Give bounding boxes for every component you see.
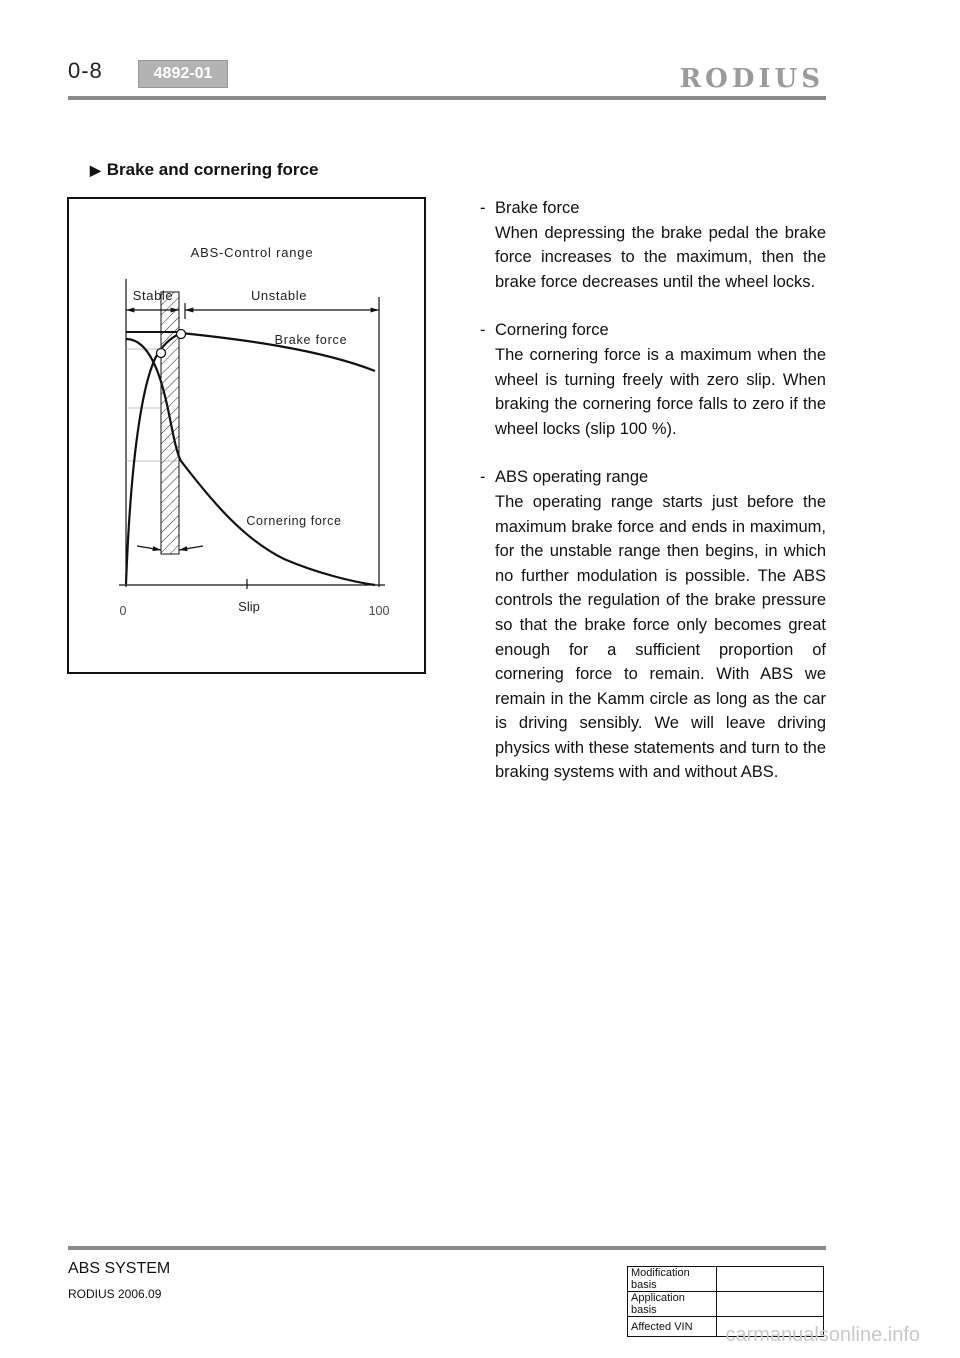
diagram-title: ABS-Control range <box>190 245 314 260</box>
brand-logo: RODIUS <box>679 64 824 94</box>
section-title-text: Brake and cornering force <box>106 160 319 179</box>
footer-rule <box>68 1246 826 1250</box>
play-triangle-icon: ▶ <box>90 162 101 178</box>
band-right-arrow <box>179 546 203 550</box>
item-heading: Brake force <box>495 199 580 217</box>
unstable-label: Unstable <box>250 288 308 303</box>
brake-force-label: Brake force <box>274 333 348 347</box>
item-body: The cornering force is a maximum when the wheel is turning freely with zero slip. When braking the cornering force falls to zero if the wheel locks (slip 100 %). <box>495 345 826 438</box>
item-body: The operating range starts just before the maximum brake force and ends in maximum, for the unstable range then begins, in which no further modulation is possible. The ABS controls the regulation of the brake pressure so that the brake force only becomes great enough for a sufficient proportion of cornering force to remain. With ABS we remain in the Kamm circle as long as the car is driving sensibly. We will leave driving physics with these statements and turn to the braking systems with and without ABS. <box>495 492 826 782</box>
stable-label: Stable <box>132 288 174 303</box>
footer-title: ABS SYSTEM <box>68 1260 171 1277</box>
diagram-box <box>67 197 426 674</box>
explanation-list <box>478 196 826 809</box>
list-item <box>478 465 826 785</box>
band-left-arrow <box>137 546 161 550</box>
section-code-badge: 4892-01 <box>138 60 228 88</box>
section-title <box>90 160 318 180</box>
item-heading: Cornering force <box>495 321 609 340</box>
table-row <box>628 1267 824 1292</box>
brake-cornering-diagram <box>69 199 428 676</box>
x-axis-label: Slip <box>238 599 260 614</box>
watermark: carmanualsonline.info <box>725 1324 920 1346</box>
revision-label: Affected VIN <box>628 1317 717 1337</box>
x-max-label: 100 <box>368 604 390 618</box>
list-dash: - <box>480 468 486 487</box>
header-rule <box>68 96 826 100</box>
brake-max-point-marker <box>177 330 186 339</box>
list-item <box>478 196 826 294</box>
list-dash: - <box>480 321 486 340</box>
cornering-point-marker <box>157 349 166 358</box>
revision-label: Application basis <box>628 1292 717 1317</box>
cornering-force-label: Cornering force <box>246 514 342 528</box>
page-number: 0-8 <box>68 58 103 83</box>
revision-label: Modification basis <box>628 1267 717 1292</box>
item-body: When depressing the brake pedal the brake force increases to the maximum, then the brake force decreases until the wheel locks. <box>495 223 826 291</box>
list-dash: - <box>480 199 486 217</box>
item-heading: ABS operating range <box>495 468 649 487</box>
footer-subtitle: RODIUS 2006.09 <box>68 1287 162 1301</box>
table-row <box>628 1292 824 1317</box>
revision-value <box>717 1267 824 1292</box>
revision-value <box>717 1292 824 1317</box>
x-min-label: 0 <box>119 604 127 618</box>
list-item <box>478 318 826 441</box>
